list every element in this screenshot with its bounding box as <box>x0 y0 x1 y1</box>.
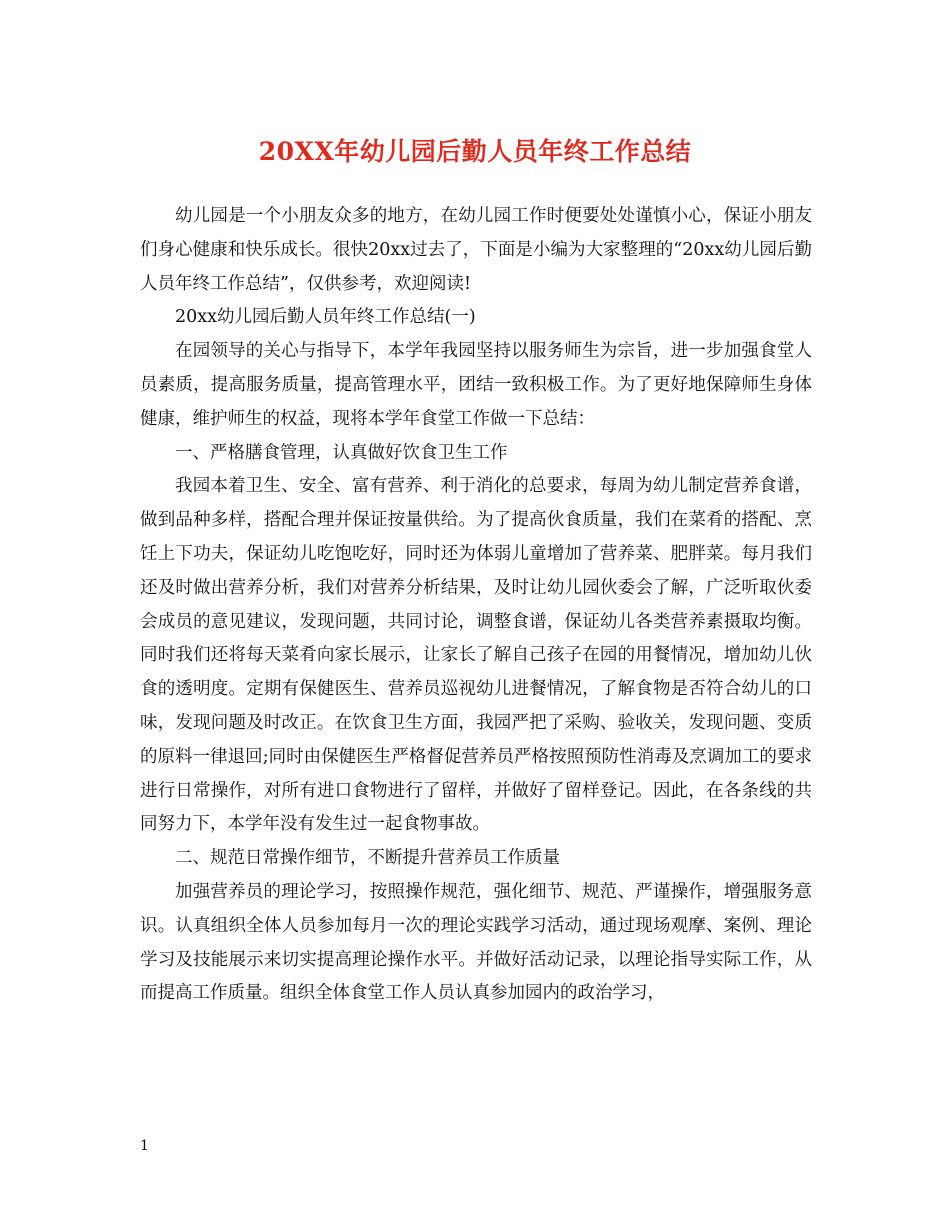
paragraph-intro: 幼儿园是一个小朋友众多的地方，在幼儿园工作时便要处处谨慎小心，保证小朋友们身心健康和快乐成长。很快20xx过去了，下面是小编为大家整理的“20xx幼儿园后勤人员年终工作总结”，仅供参考，欢迎阅读! <box>140 206 812 294</box>
page-number: 1 <box>140 1138 149 1154</box>
section-heading-diet-management: 一、严格膳食管理，认真做好饮食卫生工作 <box>175 442 508 463</box>
section-heading-summary-one: 20xx幼儿园后勤人员年终工作总结(一) <box>175 307 476 328</box>
paragraph-operation-details: 加强营养员的理论学习，按照操作规范，强化细节、规范、严谨操作，增强服务意识。认真组织全体人员参加每月一次的理论实践学习活动，通过现场观摩、案例、理论学习及技能展示来切实提高理论操作水平。并做好活动记录，以理论指导实际工作，从而提高工作质量。组织全体食堂工作人员认真参加园内的政治学习， <box>140 881 812 1004</box>
paragraph-overview: 在园领导的关心与指导下，本学年我园坚持以服务师生为宗旨，进一步加强食堂人员素质，提高服务质量，提高管理水平，团结一致积极工作。为了更好地保障师生身体健康，维护师生的权益，现将本学年食堂工作做一下总结： <box>140 341 812 429</box>
section-heading-operation-details: 二、规范日常操作细节，不断提升营养员工作质量 <box>175 848 560 869</box>
paragraph-diet-management: 我园本着卫生、安全、富有营养、利于消化的总要求，每周为幼儿制定营养食谱，做到品种多样，搭配合理并保证按量供给。为了提高伙食质量，我们在菜肴的搭配、烹饪上下功夫，保证幼儿吃饱吃好，同时还为体弱儿童增加了营养菜、肥胖菜。每月我们还及时做出营养分析，我们对营养分析结果，及时让幼儿园伙委会了解，广泛听取伙委会成员的意见建议，发现问题，共同讨论，调整食谱，保证幼儿各类营养素摄取均衡。同时我们还将每天菜肴向家长展示，让家长了解自己孩子在园的用餐情况，增加幼儿伙食的透明度。定期有保健医生、营养员巡视幼儿进餐情况，了解食物是否符合幼儿的口味，发现问题及时改正。在饮食卫生方面，我园严把了采购、验收关，发现问题、变质的原料一律退回;同时由保健医生严格督促营养员严格按照预防性消毒及烹调加工的要求进行日常操作，对所有进口食物进行了留样，并做好了留样登记。因此，在各条线的共同努力下，本学年没有发生过一起食物事故。 <box>140 476 812 835</box>
document-title: 20XX年幼儿园后勤人员年终工作总结 <box>258 137 692 166</box>
document-body <box>140 200 812 1011</box>
